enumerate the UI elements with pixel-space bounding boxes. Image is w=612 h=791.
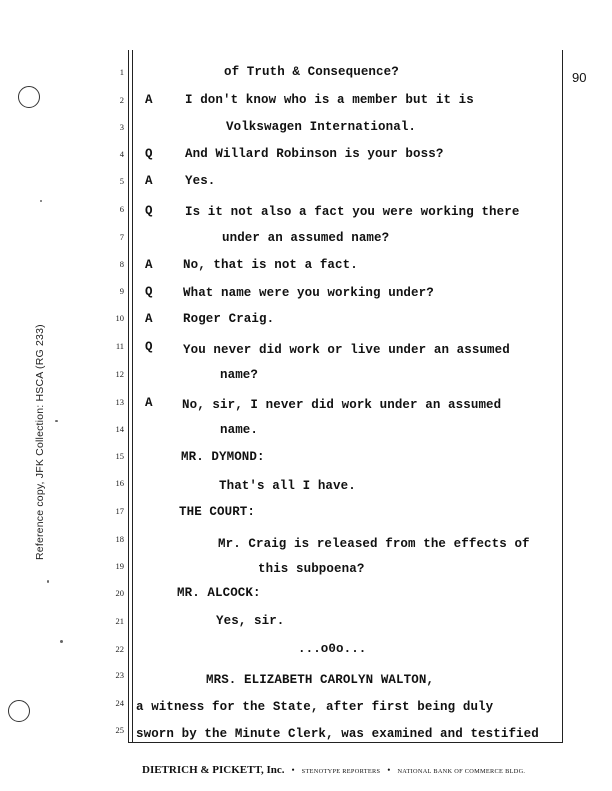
firm-service: STENOTYPE REPORTERS [301,768,381,775]
line-number: 24 [115,698,124,708]
left-margin-rule-outer [128,50,129,742]
transcript-line: Volkswagen International. [226,120,417,134]
speaker-label: A [145,396,153,410]
line-number: 8 [119,259,124,269]
transcript-line: name? [220,368,259,382]
transcript-line: THE COURT: [179,505,256,519]
line-number: 17 [115,506,124,516]
reporter-footer [142,760,612,778]
page-number: 90 [572,70,587,85]
transcript-line: You never did work or live under an assumed [183,343,510,357]
transcript-line: this subpoena? [258,562,365,576]
speaker-label: Q [145,285,153,299]
speaker-label: A [145,312,153,326]
transcript-line: Mr. Craig is released from the effects of [218,537,530,551]
line-number: 13 [115,397,124,407]
transcript-line: under an assumed name? [222,231,390,245]
line-number: 16 [115,478,124,488]
speaker-label: A [145,258,153,272]
line-number: 1 [119,67,124,77]
line-number: 21 [115,616,124,626]
transcript-line: Roger Craig. [183,312,275,326]
transcript-line: And Willard Robinson is your boss? [185,147,444,161]
bottom-border-rule [128,742,563,743]
line-number: 18 [115,534,124,544]
line-number: 25 [115,725,124,735]
speaker-label: Q [145,340,153,354]
transcript-line: Yes. [185,174,216,188]
speaker-label: Q [145,147,153,161]
transcript-line: What name were you working under? [183,286,434,300]
line-number: 9 [119,286,124,296]
line-number: 5 [119,176,124,186]
transcript-line: a witness for the State, after first being duly [136,700,494,714]
line-number: 20 [115,588,124,598]
line-number: 2 [119,95,124,105]
transcript-line: That's all I have. [219,479,356,493]
speaker-label: Q [145,204,153,218]
line-number: 22 [115,644,124,654]
transcript-line: No, sir, I never did work under an assumed [182,398,502,412]
archive-reference-note: Reference copy, JFK Collection: HSCA (RG 233) [34,324,46,560]
transcript-line: MRS. ELIZABETH CAROLYN WALTON, [206,673,435,687]
transcript-line: MR. ALCOCK: [177,586,261,600]
transcript-line: sworn by the Minute Clerk, was examined and testified [136,727,539,741]
line-number: 11 [115,341,124,351]
scan-speck [40,200,42,202]
line-number: 10 [115,313,124,323]
speaker-label: A [145,93,153,107]
footer-separator: • [291,765,295,775]
line-number: 23 [115,670,124,680]
line-number: 6 [119,204,124,214]
transcript-line: MR. DYMOND: [181,450,265,464]
transcript-line: name. [220,423,259,437]
scan-speck [47,580,49,583]
line-number: 4 [119,149,124,159]
line-number: 19 [115,561,124,571]
line-number: 12 [115,369,124,379]
line-number: 15 [115,451,124,461]
transcript-line: No, that is not a fact. [183,258,358,272]
firm-name: DIETRICH & PICKETT, Inc. [142,764,285,776]
right-margin-rule [562,50,563,742]
line-number: 7 [119,232,124,242]
firm-location: NATIONAL BANK OF COMMERCE BLDG. [397,768,526,775]
punch-hole-bottom [8,700,30,722]
line-number: 3 [119,122,124,132]
transcript-line: ...o0o... [298,642,367,656]
punch-hole-top [18,86,40,108]
scan-speck [55,420,58,422]
transcript-line: of Truth & Consequence? [224,65,399,79]
footer-separator: • [387,765,391,775]
transcript-line: Is it not also a fact you were working there [185,205,520,219]
transcript-line: Yes, sir. [216,614,285,628]
speaker-label: A [145,174,153,188]
scan-speck [60,640,63,643]
left-margin-rule-inner [132,50,133,742]
line-number: 14 [115,424,124,434]
transcript-line: I don't know who is a member but it is [185,93,474,107]
